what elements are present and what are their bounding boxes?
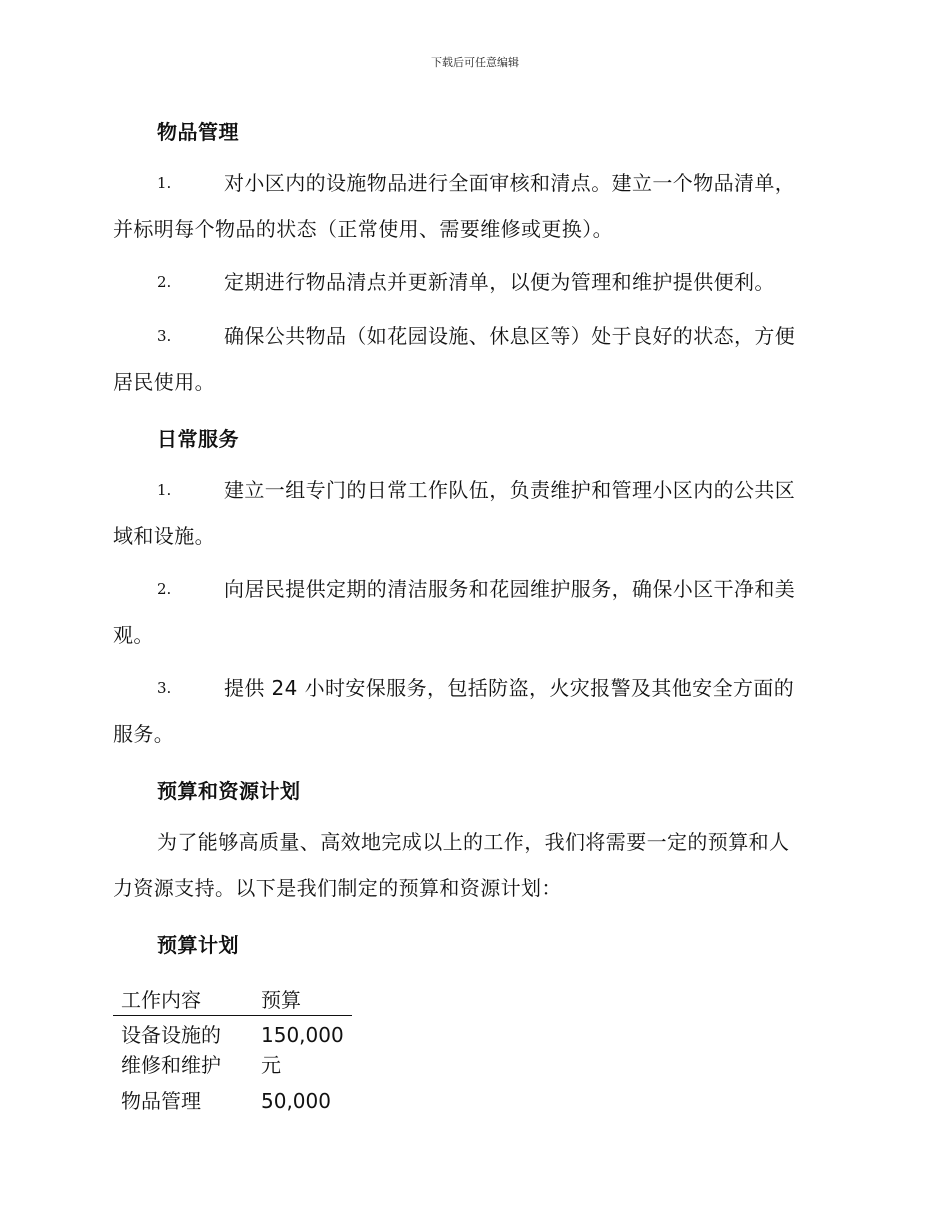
list-number: 3.: [157, 679, 172, 697]
list-item: [113, 160, 833, 252]
list-item-text-continued: 并标明每个物品的状态（正常使用、需要维修或更换）。: [113, 217, 613, 241]
list-item-text-continued: 域和设施。: [113, 524, 215, 548]
column-header-work-content: 工作内容: [113, 980, 253, 1016]
list-number: 2.: [157, 580, 172, 598]
list-item-text: 对小区内的设施物品进行全面审核和清点。建立一个物品清单，: [224, 171, 796, 195]
list-item-text: 定期进行物品清点并更新清单，以便为管理和维护提供便利。: [224, 270, 775, 294]
section-title-items-management: 物品管理: [157, 120, 239, 144]
cell-text-continued: 元: [261, 1053, 281, 1077]
table-row: [113, 1080, 352, 1116]
list-item-text-continued: 服务。: [113, 722, 175, 746]
section-title-daily-service: 日常服务: [157, 427, 239, 451]
list-item: [113, 665, 833, 757]
list-item: [113, 313, 833, 405]
paragraph-text: 为了能够高质量、高效地完成以上的工作，我们将需要一定的预算和人: [157, 830, 790, 854]
cell-text: 物品管理: [121, 1089, 201, 1113]
cell-text: 150,000: [261, 1023, 344, 1047]
list-number: 2.: [157, 273, 172, 291]
cell-text-continued: 维修和维护: [121, 1053, 221, 1077]
page-header: 下载后可任意编辑: [431, 56, 519, 69]
list-item-text: 建立一组专门的日常工作队伍，负责维护和管理小区内的公共区: [224, 478, 796, 502]
column-header-budget: 预算: [253, 980, 352, 1016]
table-header-row: [113, 980, 352, 1016]
table-row: [113, 1016, 352, 1081]
section-title-budget-resources: 预算和资源计划: [157, 779, 301, 803]
list-item-text: 向居民提供定期的清洁服务和花园维护服务，确保小区干净和美: [224, 577, 796, 601]
paragraph-text-continued: 力资源支持。以下是我们制定的预算和资源计划：: [113, 876, 562, 900]
list-item-text: 提供 24 小时安保服务，包括防盗，火灾报警及其他安全方面的: [224, 676, 795, 700]
list-item-text-continued: 居民使用。: [113, 370, 215, 394]
budget-table: [113, 980, 352, 1116]
list-number: 1.: [157, 481, 172, 499]
cell-text: 50,000: [261, 1089, 331, 1113]
list-item: [113, 467, 833, 559]
list-item: [113, 259, 833, 305]
list-number: 3.: [157, 327, 172, 345]
paragraph: [113, 819, 833, 911]
section-title-budget-plan: 预算计划: [157, 933, 239, 957]
list-number: 1.: [157, 174, 172, 192]
list-item-text-continued: 观。: [113, 623, 154, 647]
table-cell-work-content: [113, 1016, 253, 1081]
list-item-text: 确保公共物品（如花园设施、休息区等）处于良好的状态，方便: [224, 324, 796, 348]
cell-text: 设备设施的: [121, 1023, 221, 1047]
table-cell-budget: [253, 1016, 352, 1081]
table-cell-work-content: [113, 1080, 253, 1116]
list-item: [113, 566, 833, 658]
table-cell-budget: [253, 1080, 352, 1116]
